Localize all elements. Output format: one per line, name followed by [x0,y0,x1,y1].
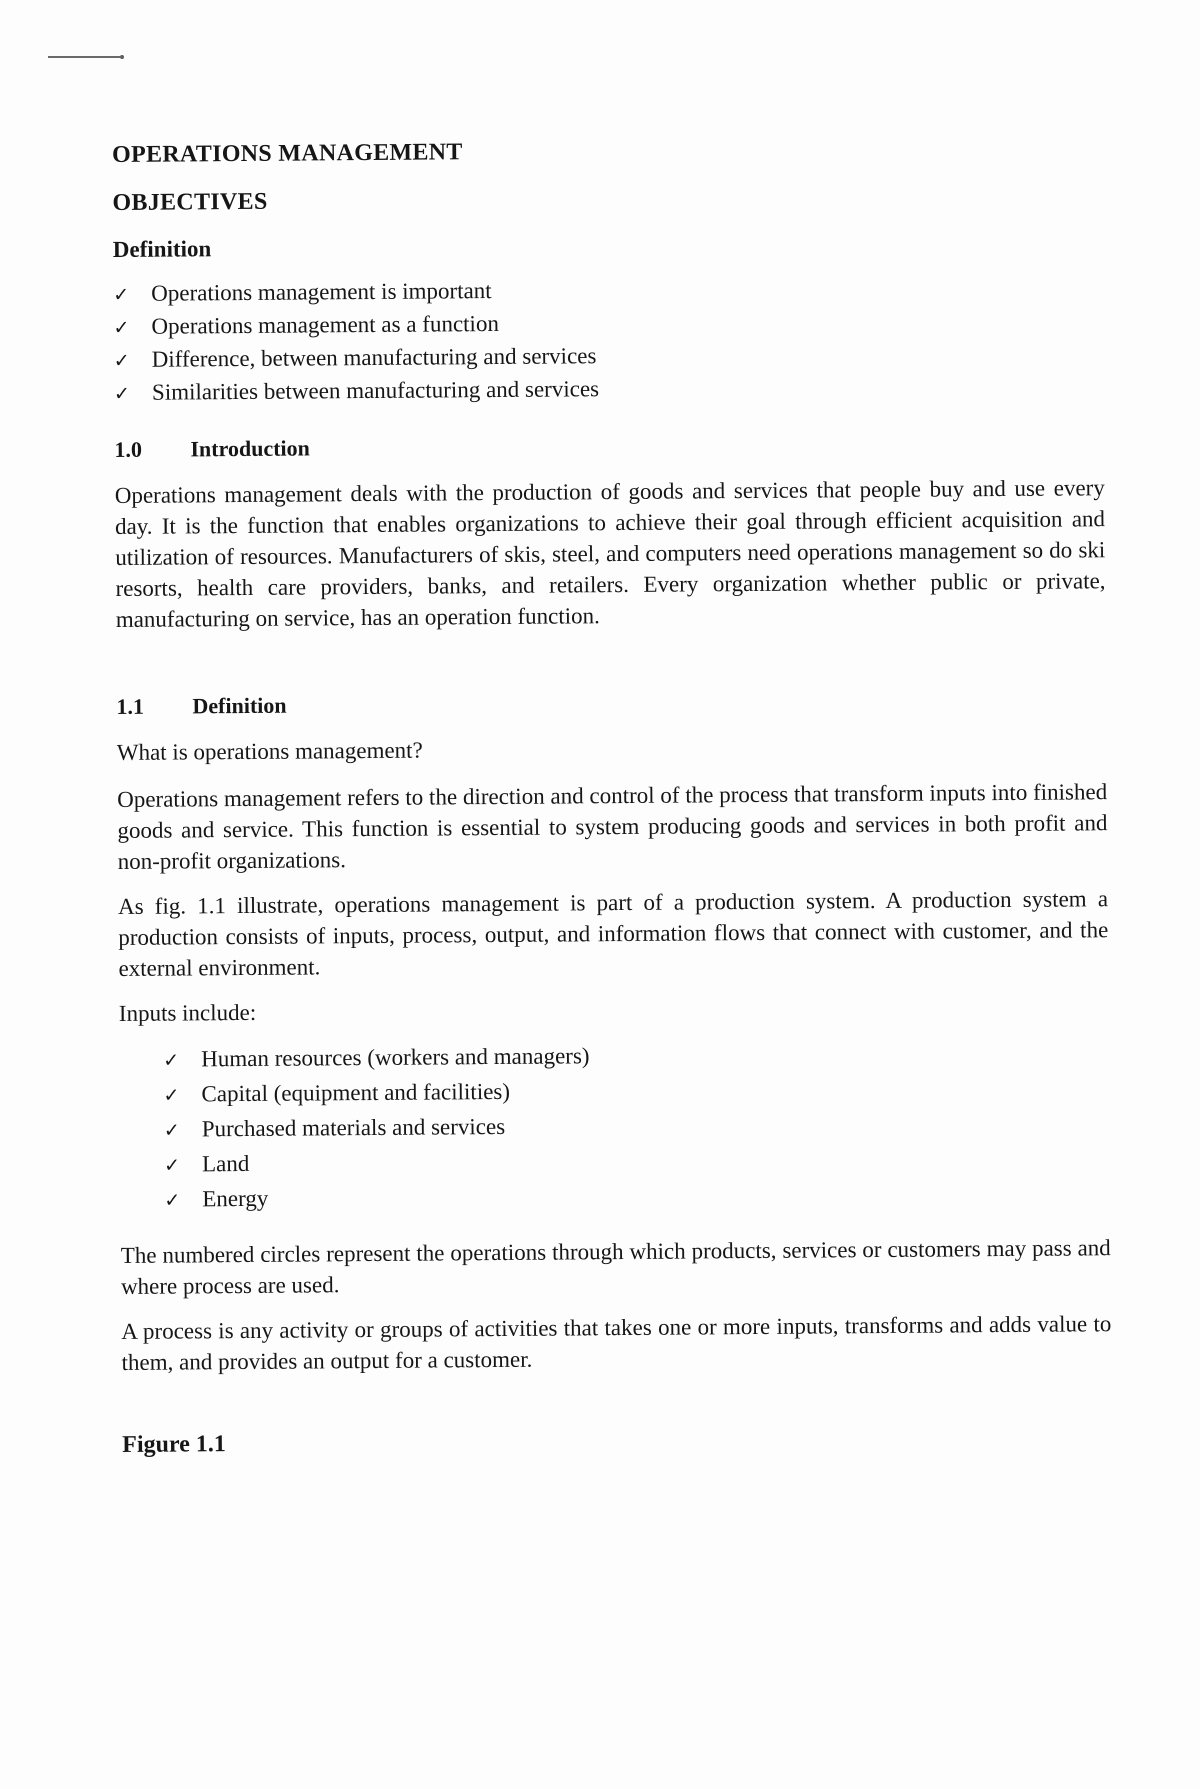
definition-paragraph: Operations management refers to the direction and control of the process that transform inputs into finished goods and service. This function is essential to system producing goods and services in both profit and non-profit organizations. [117,779,1108,874]
list-item: ✓ Capital (equipment and facilities) [163,1070,1109,1112]
list-item: ✓ Operations management as a function [113,303,1103,344]
process-paragraph: A process is any activity or groups of activities that takes one or more inputs, transforms and adds value to them, and provides an output for a customer. [121,1311,1112,1375]
list-item: ✓ Land [164,1140,1110,1182]
list-item: ✓ Similarities between manufacturing and services [114,369,1104,410]
definition-subheading: Definition [112,236,212,262]
production-system-paragraph: As fig. 1.1 illustrate, operations management is part of a production system. A production system a production consists of inputs, process, output, and information flows that connect with customer, and the external environment. [117,886,1109,981]
list-item: ✓ Human resources (workers and managers) [163,1035,1109,1077]
checkmark-icon: ✓ [113,349,130,372]
document-title: OPERATIONS MANAGEMENT [112,139,463,168]
document-content [112,132,1112,1460]
section-heading-definition [116,685,1106,721]
list-item: ✓ Operations management is important [113,270,1103,311]
section-title: Introduction [190,435,310,462]
list-item: ✓ Purchased materials and services [164,1105,1110,1147]
checkmark-icon: ✓ [163,1119,180,1142]
checkmark-icon: ✓ [164,1189,181,1212]
numbered-circles-paragraph: The numbered circles represent the operations through which products, services or customers may pass and where process are used. [120,1235,1111,1299]
checkmark-icon: ✓ [163,1154,181,1177]
checkmark-icon: ✓ [113,382,131,405]
section-number: 1.0 [114,436,143,462]
inputs-list [163,1035,1110,1217]
figure-label: Figure 1.1 [122,1431,226,1458]
section-heading-introduction [114,428,1104,464]
definition-question: What is operations management? [116,737,423,765]
section-title: Definition [192,692,287,719]
section-number: 1.1 [116,693,145,719]
introduction-paragraph: Operations management deals with the production of goods and services that people buy and use every day. It is the function that enables organizations to achieve their goal through efficient acquisition and utilization of resources. Manufacturers of skis, steel, and computers need operations management so do ski resorts, health care providers, banks, and retailers. Every organization whether public or private, manufacturing on service, has an operation function. [114,475,1106,632]
list-item: ✓ Energy [164,1175,1110,1217]
scan-mark [48,56,120,58]
checkmark-icon: ✓ [163,1084,180,1107]
checkmark-icon: ✓ [163,1049,180,1072]
checkmark-icon: ✓ [113,316,130,339]
checkmark-icon: ✓ [113,283,130,306]
inputs-intro: Inputs include: [118,999,257,1026]
list-item: ✓ Difference, between manufacturing and services [114,336,1104,377]
objectives-heading: OBJECTIVES [112,188,268,216]
objectives-list [113,270,1104,410]
